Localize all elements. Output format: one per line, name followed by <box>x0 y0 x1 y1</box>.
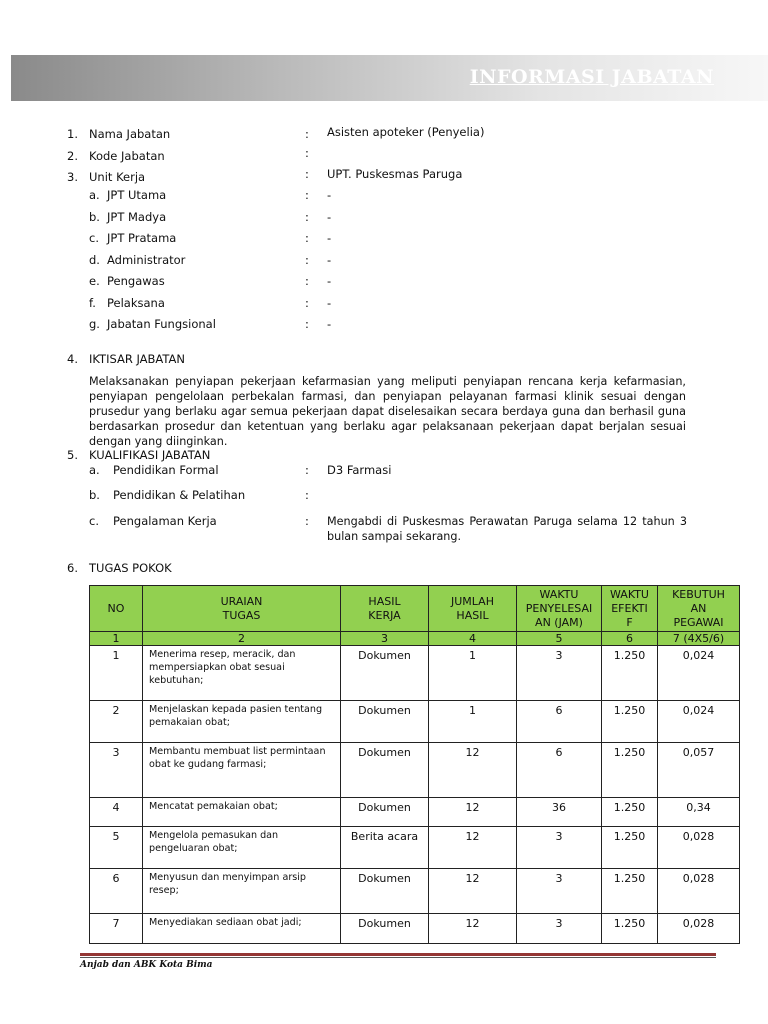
column-number: 4 <box>429 632 517 646</box>
column-number: 3 <box>341 632 429 646</box>
cell-waktu-efektif: 1.250 <box>602 827 658 869</box>
cell-waktu-penyelesaian: 3 <box>517 827 602 869</box>
sub-value: - <box>327 296 332 310</box>
sub-colon: : <box>305 210 309 224</box>
field-number: 3. <box>67 170 78 184</box>
section-number: 6. <box>67 561 78 575</box>
sub-letter: a. <box>89 463 100 477</box>
sub-letter: c. <box>89 231 99 245</box>
cell-uraian: Membantu membuat list permintaan obat ke gudang farmasi; <box>143 743 341 798</box>
cell-no: 7 <box>90 914 143 944</box>
sub-value: - <box>327 317 332 331</box>
field-colon: : <box>305 146 309 160</box>
cell-waktu-penyelesaian: 36 <box>517 798 602 827</box>
sub-letter: c. <box>89 514 99 528</box>
sub-colon: : <box>305 188 309 202</box>
sub-value: - <box>327 188 332 202</box>
footer-rule-thin <box>80 957 716 958</box>
cell-no: 2 <box>90 701 143 743</box>
sub-label: JPT Madya <box>107 210 167 224</box>
sub-letter: g. <box>89 317 100 331</box>
sub-label: JPT Pratama <box>107 231 177 245</box>
cell-uraian: Mencatat pemakaian obat; <box>143 798 341 827</box>
footer-rule <box>80 953 716 956</box>
cell-kebutuhan-pegawai: 0,34 <box>658 798 740 827</box>
cell-hasil-kerja: Dokumen <box>341 701 429 743</box>
sub-value: - <box>327 231 332 245</box>
header-hasil-kerja: HASIL KERJA <box>341 586 429 632</box>
cell-waktu-efektif: 1.250 <box>602 743 658 798</box>
section-number: 5. <box>67 448 78 462</box>
cell-hasil-kerja: Dokumen <box>341 646 429 701</box>
field-colon: : <box>305 167 309 181</box>
field-label: Nama Jabatan <box>89 127 171 141</box>
sub-letter: d. <box>89 253 100 267</box>
sub-colon: : <box>305 253 309 267</box>
sub-colon: : <box>305 463 309 477</box>
cell-no: 6 <box>90 869 143 914</box>
ikhtisar-text: Melaksanakan penyiapan pekerjaan kefarmasian yang meliputi penyiapan rencana kerja kefarmasian, penyiapan pengelolaan perbekalan farmasi, dan penyiapan pelayanan farmasi klinik sesuai dengan prusedur yang berlaku agar semua pekerjaan dapat diselesaikan secara berdaya guna dan berhasil guna berdasarkan prosedur dan ketentuan yang berlaku agar pelaksanaan pekerjaan dapat berjalan sesuai dengan yang diinginkan. <box>89 375 686 448</box>
footer-text: Anjab dan ABK Kota Bima <box>80 960 213 970</box>
page-title: INFORMASI JABATAN <box>469 66 714 88</box>
cell-uraian: Menerima resep, meracik, dan mempersiapkan obat sesuai kebutuhan; <box>143 646 341 701</box>
cell-uraian: Menyediakan sediaan obat jadi; <box>143 914 341 944</box>
cell-uraian: Menyusun dan menyimpan arsip resep; <box>143 869 341 914</box>
sub-colon: : <box>305 274 309 288</box>
header-banner <box>11 55 768 101</box>
field-number: 1. <box>67 127 78 141</box>
pengalaman-kerja-value: Mengabdi di Puskesmas Perawatan Paruga selama 12 tahun 3 bulan sampai sekarang. <box>327 515 687 543</box>
column-number: 5 <box>517 632 602 646</box>
field-label: Unit Kerja <box>89 170 146 184</box>
sub-colon: : <box>305 231 309 245</box>
cell-jumlah-hasil: 1 <box>429 701 517 743</box>
sub-label: JPT Utama <box>107 188 167 202</box>
cell-kebutuhan-pegawai: 0,024 <box>658 701 740 743</box>
cell-no: 4 <box>90 798 143 827</box>
sub-colon: : <box>305 488 309 502</box>
field-colon: : <box>305 127 309 141</box>
sub-letter: b. <box>89 488 100 502</box>
table-row <box>90 743 740 798</box>
section-number: 4. <box>67 352 78 366</box>
cell-kebutuhan-pegawai: 0,028 <box>658 827 740 869</box>
sub-colon: : <box>305 317 309 331</box>
cell-kebutuhan-pegawai: 0,028 <box>658 869 740 914</box>
header-waktu-efektif: WAKTU EFEKTI F <box>602 586 658 632</box>
section-title: IKTISAR JABATAN <box>89 352 186 366</box>
header-jumlah-hasil: JUMLAH HASIL <box>429 586 517 632</box>
cell-waktu-efektif: 1.250 <box>602 914 658 944</box>
sub-label: Pendidikan Formal <box>113 463 219 477</box>
tugas-pokok-table <box>89 585 740 944</box>
cell-no: 3 <box>90 743 143 798</box>
cell-jumlah-hasil: 12 <box>429 743 517 798</box>
cell-hasil-kerja: Dokumen <box>341 798 429 827</box>
cell-waktu-penyelesaian: 6 <box>517 743 602 798</box>
field-number: 2. <box>67 149 78 163</box>
sub-value: - <box>327 253 332 267</box>
cell-waktu-penyelesaian: 6 <box>517 701 602 743</box>
sub-value: - <box>327 274 332 288</box>
sub-letter: f. <box>89 296 96 310</box>
cell-waktu-efektif: 1.250 <box>602 869 658 914</box>
cell-waktu-penyelesaian: 3 <box>517 914 602 944</box>
table-row <box>90 646 740 701</box>
table-row <box>90 798 740 827</box>
cell-jumlah-hasil: 12 <box>429 827 517 869</box>
cell-hasil-kerja: Dokumen <box>341 914 429 944</box>
field-value: UPT. Puskesmas Paruga <box>327 167 463 181</box>
cell-hasil-kerja: Dokumen <box>341 743 429 798</box>
sub-value: D3 Farmasi <box>327 463 392 477</box>
sub-value: - <box>327 210 332 224</box>
field-value: Asisten apoteker (Penyelia) <box>327 125 485 139</box>
sub-letter: e. <box>89 274 100 288</box>
sub-label: Pengalaman Kerja <box>113 514 217 528</box>
cell-waktu-penyelesaian: 3 <box>517 869 602 914</box>
section-title: TUGAS POKOK <box>89 561 172 575</box>
sub-label: Administrator <box>107 253 186 267</box>
cell-jumlah-hasil: 1 <box>429 646 517 701</box>
sub-label: Pengawas <box>107 274 165 288</box>
table-row <box>90 869 740 914</box>
table-row <box>90 914 740 944</box>
sub-colon: : <box>305 514 309 528</box>
header-kebutuhan-pegawai: KEBUTUH AN PEGAWAI <box>658 586 740 632</box>
cell-kebutuhan-pegawai: 0,024 <box>658 646 740 701</box>
column-number: 1 <box>90 632 143 646</box>
cell-uraian: Menjelaskan kepada pasien tentang pemakaian obat; <box>143 701 341 743</box>
cell-waktu-efektif: 1.250 <box>602 646 658 701</box>
cell-waktu-efektif: 1.250 <box>602 798 658 827</box>
cell-hasil-kerja: Dokumen <box>341 869 429 914</box>
column-number: 6 <box>602 632 658 646</box>
cell-waktu-efektif: 1.250 <box>602 701 658 743</box>
cell-no: 5 <box>90 827 143 869</box>
cell-no: 1 <box>90 646 143 701</box>
sub-letter: b. <box>89 210 100 224</box>
column-number: 7 (4X5/6) <box>658 632 740 646</box>
cell-waktu-penyelesaian: 3 <box>517 646 602 701</box>
cell-jumlah-hasil: 12 <box>429 798 517 827</box>
field-label: Kode Jabatan <box>89 149 165 163</box>
cell-kebutuhan-pegawai: 0,028 <box>658 914 740 944</box>
table-row <box>90 701 740 743</box>
column-number-row <box>90 632 740 646</box>
section-title: KUALIFIKASI JABATAN <box>89 448 211 462</box>
sub-label: Pelaksana <box>107 296 165 310</box>
cell-jumlah-hasil: 12 <box>429 914 517 944</box>
sub-label: Jabatan Fungsional <box>107 317 216 331</box>
header-uraian-tugas: URAIAN TUGAS <box>143 586 341 632</box>
cell-kebutuhan-pegawai: 0,057 <box>658 743 740 798</box>
cell-uraian: Mengelola pemasukan dan pengeluaran obat; <box>143 827 341 869</box>
sub-label: Pendidikan & Pelatihan <box>113 488 246 502</box>
sub-letter: a. <box>89 188 100 202</box>
header-waktu-penyelesaian: WAKTU PENYELESAI AN (JAM) <box>517 586 602 632</box>
table-row <box>90 827 740 869</box>
header-no: NO <box>90 586 143 632</box>
sub-colon: : <box>305 296 309 310</box>
table-header-row <box>90 586 740 632</box>
cell-jumlah-hasil: 12 <box>429 869 517 914</box>
column-number: 2 <box>143 632 341 646</box>
cell-hasil-kerja: Berita acara <box>341 827 429 869</box>
